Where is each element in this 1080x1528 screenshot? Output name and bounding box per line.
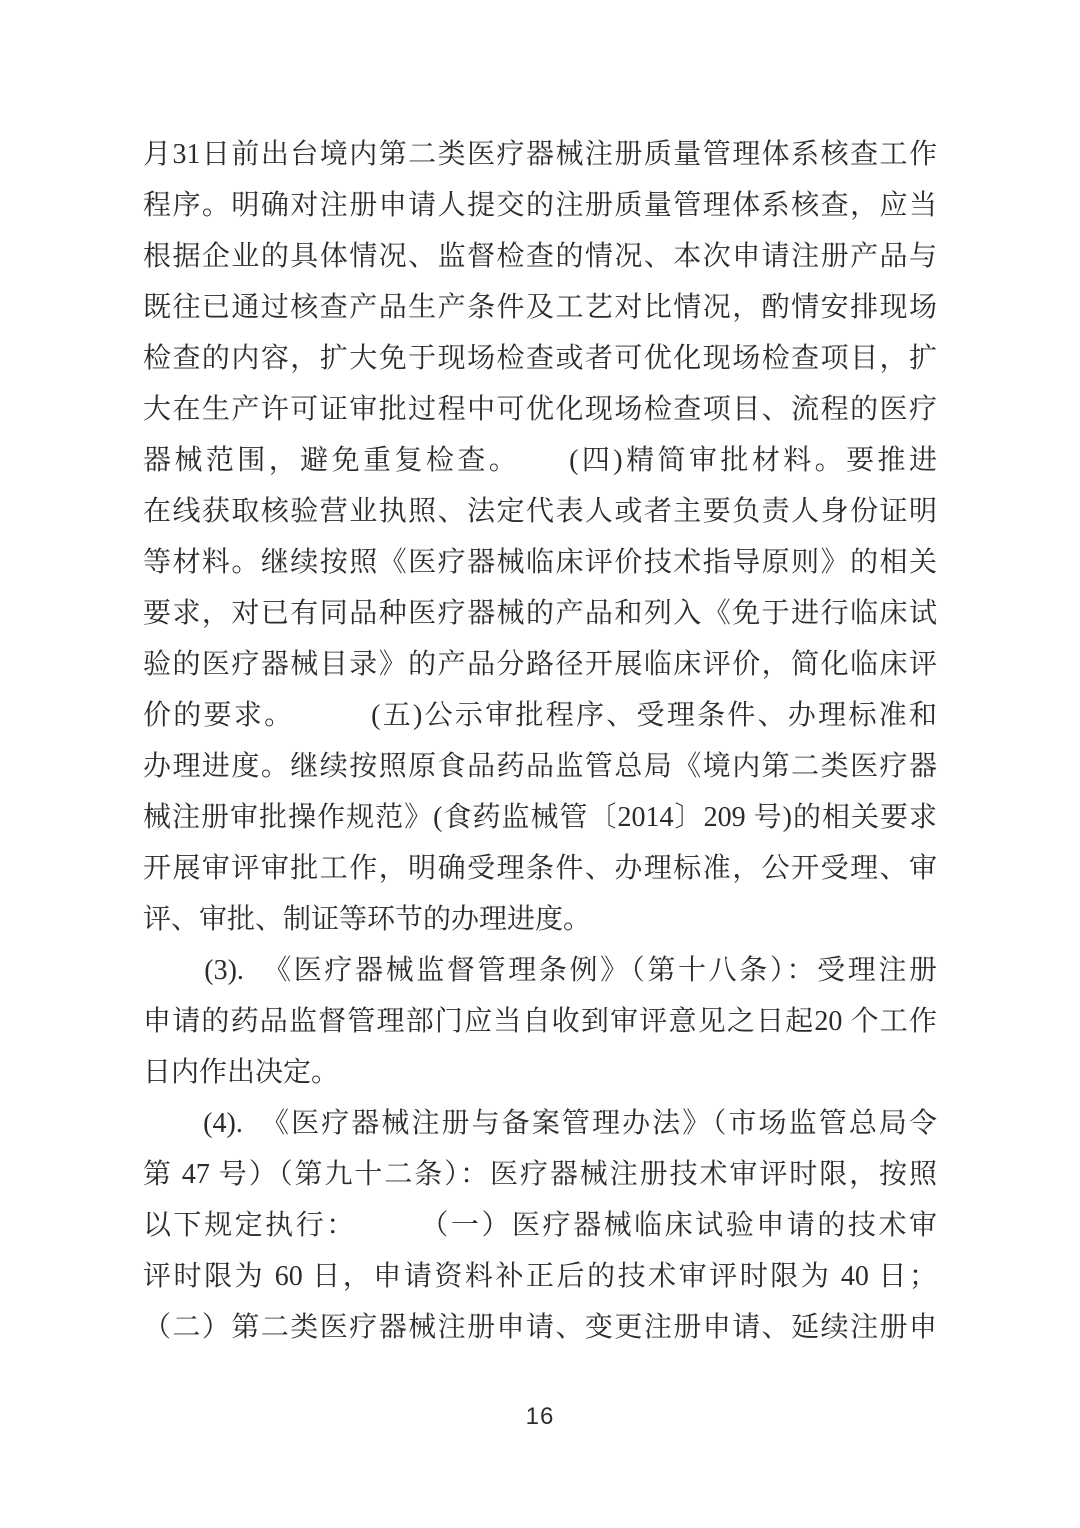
text-line: 器械范围，避免重复检查。 (四)精简审批材料。要推进	[143, 445, 937, 476]
text-line: 价的要求。 (五)公示审批程序、受理条件、办理标准和	[143, 700, 937, 731]
text-line: 械注册审批操作规范》(食药监械管〔2014〕209 号)的相关要求	[143, 802, 937, 833]
text-line: 月31日前出台境内第二类医疗器械注册质量管理体系核查工作	[143, 139, 937, 170]
text-line: 申请的药品监督管理部门应当自收到审评意见之日起20 个工作	[143, 1006, 937, 1037]
page-number: 16	[525, 1403, 555, 1430]
text-line: (4). 《医疗器械注册与备案管理办法》（市场监管总局令	[143, 1108, 937, 1139]
text-line: 开展审评审批工作，明确受理条件、办理标准，公开受理、审	[143, 853, 937, 884]
text-line: (3). 《医疗器械监督管理条例》（第十八条）：受理注册	[143, 955, 937, 986]
text-line: 办理进度。继续按照原食品药品监管总局《境内第二类医疗器	[143, 751, 937, 782]
text-line: 大在生产许可证审批过程中可优化现场检查项目、流程的医疗	[143, 394, 937, 425]
text-line: 评、审批、制证等环节的办理进度。	[143, 904, 592, 935]
text-line: 既往已通过核查产品生产条件及工艺对比情况，酌情安排现场	[143, 292, 937, 323]
text-line: 要求，对已有同品种医疗器械的产品和列入《免于进行临床试	[143, 598, 937, 629]
text-line: 检查的内容，扩大免于现场检查或者可优化现场检查项目，扩	[143, 343, 937, 374]
text-line: 等材料。继续按照《医疗器械临床评价技术指导原则》的相关	[143, 547, 937, 578]
text-line: 验的医疗器械目录》的产品分路径开展临床评价，简化临床评	[143, 649, 937, 680]
text-line: 评时限为 60 日，申请资料补正后的技术审评时限为 40 日；	[143, 1261, 937, 1292]
text-line: （二）第二类医疗器械注册申请、变更注册申请、延续注册申	[143, 1312, 937, 1343]
text-line: 在线获取核验营业执照、法定代表人或者主要负责人身份证明	[143, 496, 937, 527]
text-line: 第 47 号）（第九十二条）：医疗器械注册技术审评时限，按照	[143, 1159, 937, 1190]
text-line: 程序。明确对注册申请人提交的注册质量管理体系核查，应当	[143, 190, 937, 221]
text-line: 以下规定执行： （一）医疗器械临床试验申请的技术审	[143, 1210, 937, 1241]
document-body	[143, 129, 937, 1353]
text-line: 根据企业的具体情况、监督检查的情况、本次申请注册产品与	[143, 241, 937, 272]
text-line: 日内作出决定。	[143, 1057, 340, 1088]
